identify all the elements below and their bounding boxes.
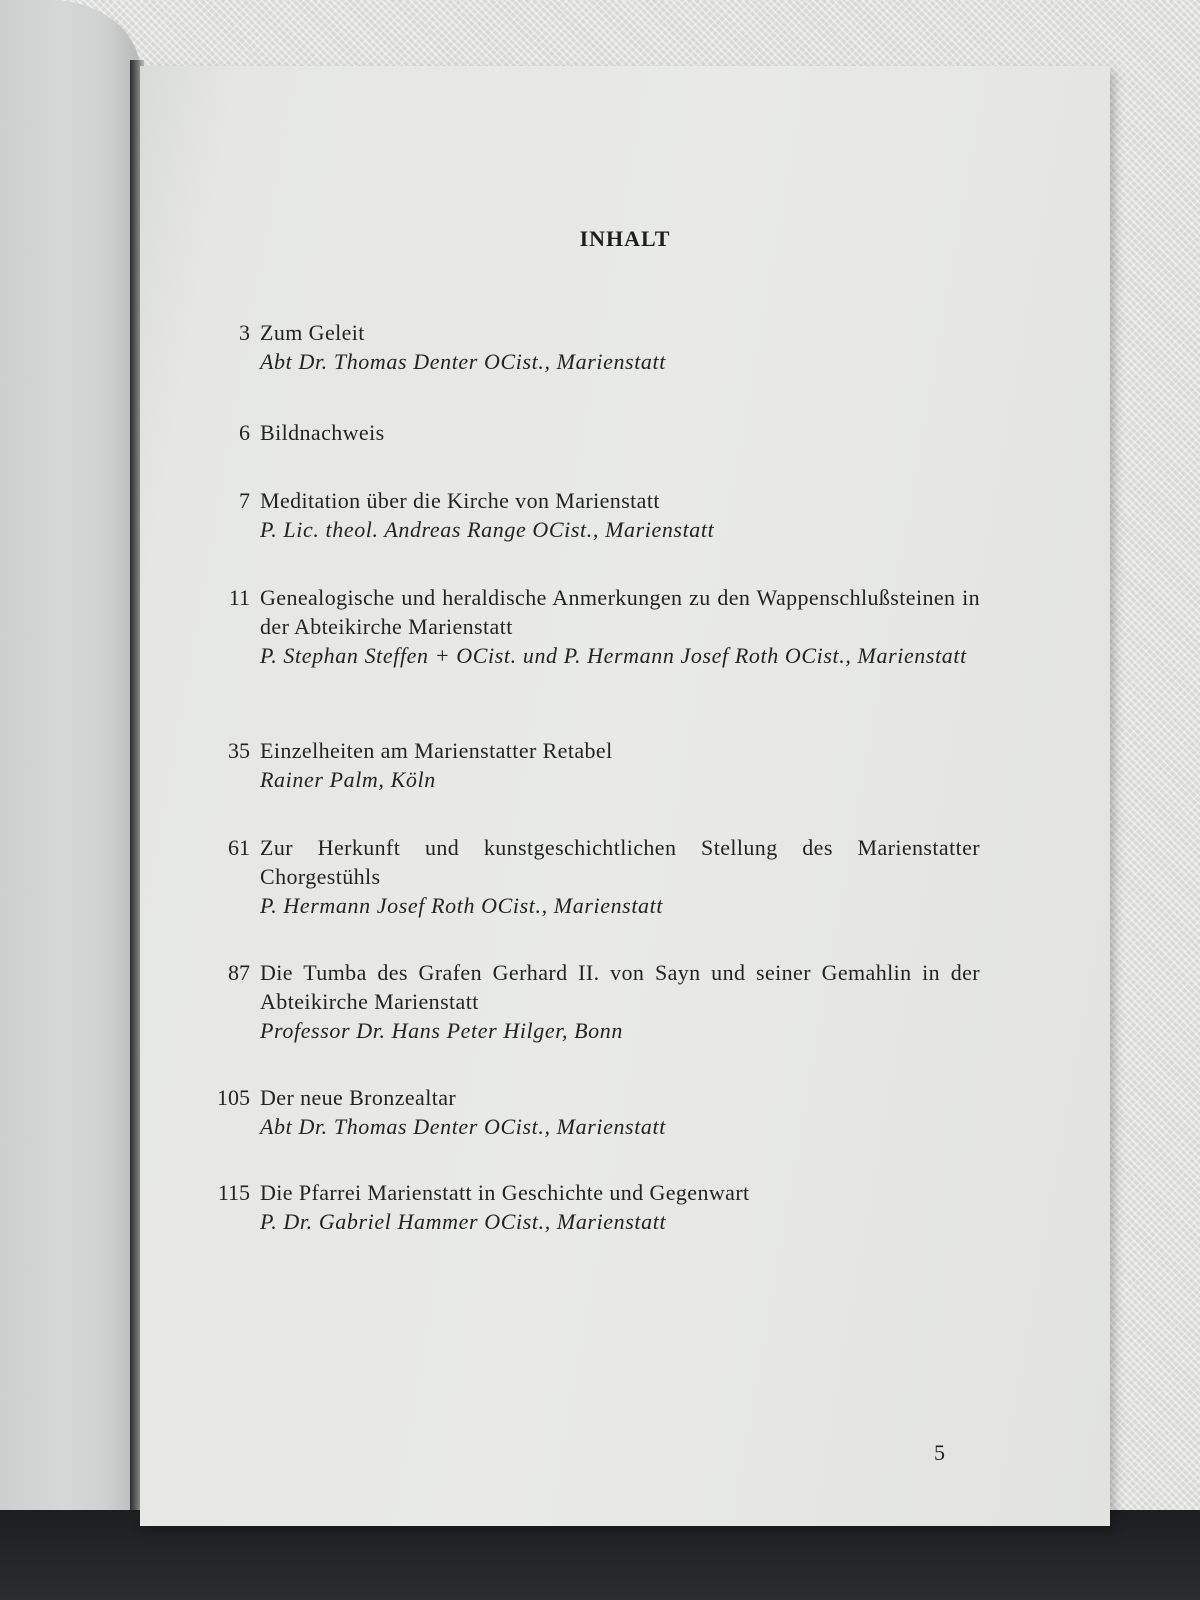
toc-entry [190,1083,980,1141]
toc-entry-title: Meditation über die Kirche von Marienstatt [260,488,660,513]
toc-entry-author: Professor Dr. Hans Peter Hilger, Bonn [260,1018,623,1043]
toc-page-number: 7 [239,488,250,513]
toc-entry [190,833,980,920]
toc-entry-author: Abt Dr. Thomas Denter OCist., Marienstatt [260,349,666,374]
toc-page-number: 35 [228,738,250,763]
toc-entry-author: P. Dr. Gabriel Hammer OCist., Marienstatt [260,1209,667,1234]
left-page-edge [0,0,140,1600]
toc-page-number: 87 [228,960,250,985]
page-title: INHALT [579,226,671,251]
toc-entry-title: Genealogische und heraldische Anmerkungen zu den Wappenschlußsteinen in der Abteikirche Marienstatt [260,585,980,639]
toc-entry-title: Die Pfarrei Marienstatt in Geschichte und Gegenwart [260,1180,750,1205]
toc-entry [190,418,980,447]
toc-entry-author: P. Stephan Steffen + OCist. und P. Hermann Josef Roth OCist., Marienstatt [260,643,967,668]
page-number: 5 [934,1440,945,1465]
toc-entry-title: Die Tumba des Grafen Gerhard II. von Sayn und seiner Gemahlin in der Abteikirche Marienstatt [260,960,980,1014]
toc-entry-title: Einzelheiten am Marienstatter Retabel [260,738,613,763]
book-page [140,66,1110,1526]
toc-entry-author: P. Hermann Josef Roth OCist., Marienstatt [260,893,664,918]
toc-entry [190,958,980,1045]
toc-entry-author: Rainer Palm, Köln [260,767,436,792]
toc-entry-title: Zur Herkunft und kunstgeschichtlichen Stellung des Marienstatter Chorgestühls [260,835,980,889]
toc-page-number: 115 [217,1180,250,1205]
toc-entry [190,486,980,544]
toc-page-number: 61 [228,835,250,860]
toc-entry [190,318,980,376]
toc-entry-title: Der neue Bronzealtar [260,1085,457,1110]
toc-entry-title: Bildnachweis [260,420,385,445]
toc-page-number: 105 [217,1085,250,1110]
toc-entry-author: Abt Dr. Thomas Denter OCist., Marienstatt [260,1114,666,1139]
toc-page-number: 6 [239,420,250,445]
toc-page-number: 3 [239,320,250,345]
toc-page-number: 11 [228,585,250,610]
toc-entry [190,1178,980,1236]
toc-entry [190,736,980,794]
toc-entry-title: Zum Geleit [260,320,365,345]
toc-entry [190,583,980,670]
toc-entry-author: P. Lic. theol. Andreas Range OCist., Marienstatt [260,517,715,542]
